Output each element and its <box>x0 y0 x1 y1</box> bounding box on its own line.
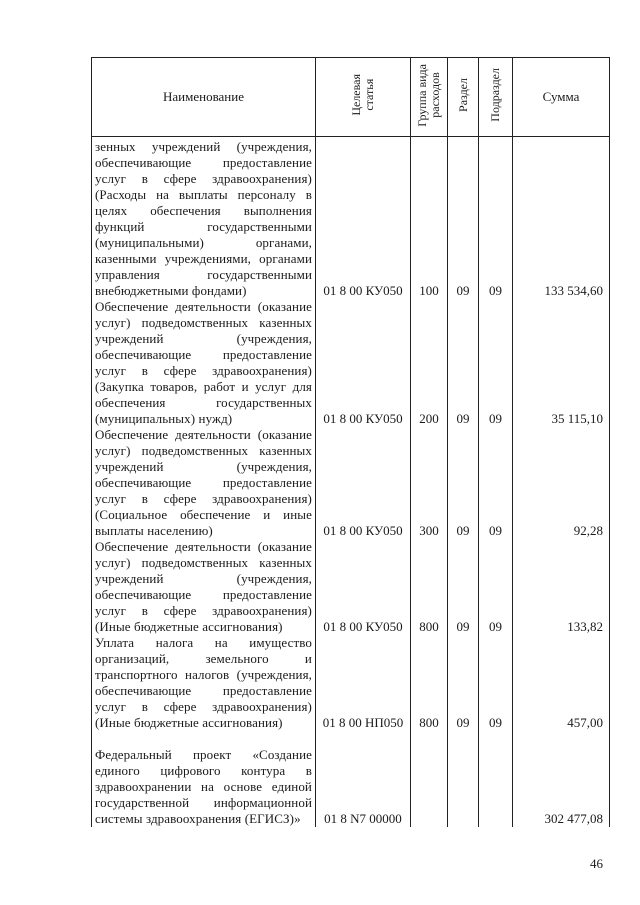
row-subsection <box>479 731 513 827</box>
row-subsection: 09 <box>479 427 513 539</box>
table-row <box>92 299 610 427</box>
table-row <box>92 539 610 635</box>
row-sum: 457,00 <box>513 635 610 731</box>
row-sum: 302 477,08 <box>513 731 610 827</box>
header-section: Раздел <box>448 58 479 137</box>
row-expense-group <box>411 731 448 827</box>
row-subsection: 09 <box>479 539 513 635</box>
row-target-code: 01 8 00 КУ050 <box>316 137 411 299</box>
row-target-code: 01 8 N7 00000 <box>316 731 411 827</box>
row-target-code: 01 8 00 КУ050 <box>316 539 411 635</box>
row-section <box>448 731 479 827</box>
row-section: 09 <box>448 299 479 427</box>
row-subsection: 09 <box>479 635 513 731</box>
header-subsection: Подраздел <box>479 58 513 137</box>
row-sum: 133,82 <box>513 539 610 635</box>
row-sum: 35 115,10 <box>513 299 610 427</box>
row-expense-group: 300 <box>411 427 448 539</box>
row-name: Обеспечение деятельности (оказание услуг) подведомственных казенных учреждений (учреждения, обеспечивающие предоставление услуг в сфере здравоохранения) (Иные бюджетные ассигнования) <box>92 539 316 635</box>
row-expense-group: 800 <box>411 635 448 731</box>
page-number: 46 <box>590 856 603 871</box>
header-target-article: Целевая статья <box>316 58 411 137</box>
row-name: зенных учреждений (учреждения, обеспечивающие предоставление услуг в сфере здравоохранения) (Расходы на выплаты персоналу в целях обеспечения выполнения функций государственными (муниципальными) органами, казенными учреждениями, органами управления государственными внебюджетными фондами) <box>92 137 316 299</box>
row-section: 09 <box>448 427 479 539</box>
row-section: 09 <box>448 539 479 635</box>
row-name: Уплата налога на имущество организаций, земельного и транспортного налогов (учреждения, обеспечивающие предоставление услуг в сфере здравоохранения) (Иные бюджетные ассигнования) <box>92 635 316 731</box>
row-name: Обеспечение деятельности (оказание услуг) подведомственных казенных учреждений (учреждения, обеспечивающие предоставление услуг в сфере здравоохранения) (Социальное обеспечение и иные выплаты населению) <box>92 427 316 539</box>
row-name: Обеспечение деятельности (оказание услуг) подведомственных казенных учреждений (учреждения, обеспечивающие предоставление услуг в сфере здравоохранения) (Закупка товаров, работ и услуг для обеспечения государственных (муниципальных) нужд) <box>92 299 316 427</box>
table-row <box>92 427 610 539</box>
table-row <box>92 731 610 827</box>
header-name: Наименование <box>92 58 316 137</box>
table-row <box>92 635 610 731</box>
table-header-row <box>92 58 610 137</box>
row-target-code: 01 8 00 КУ050 <box>316 299 411 427</box>
header-sum: Сумма <box>513 58 610 137</box>
row-section: 09 <box>448 137 479 299</box>
row-target-code: 01 8 00 НП050 <box>316 635 411 731</box>
row-section: 09 <box>448 635 479 731</box>
row-name: Федеральный проект «Создание единого цифрового контура в здравоохранении на основе единой государственной информационной системы здравоохранения (ЕГИСЗ)» <box>92 731 316 827</box>
row-sum: 92,28 <box>513 427 610 539</box>
row-expense-group: 800 <box>411 539 448 635</box>
row-expense-group: 200 <box>411 299 448 427</box>
header-expense-group: Группа вида расходов <box>411 58 448 137</box>
row-target-code: 01 8 00 КУ050 <box>316 427 411 539</box>
row-sum: 133 534,60 <box>513 137 610 299</box>
row-subsection: 09 <box>479 137 513 299</box>
row-expense-group: 100 <box>411 137 448 299</box>
table-row <box>92 137 610 299</box>
row-subsection: 09 <box>479 299 513 427</box>
budget-table <box>91 57 610 827</box>
